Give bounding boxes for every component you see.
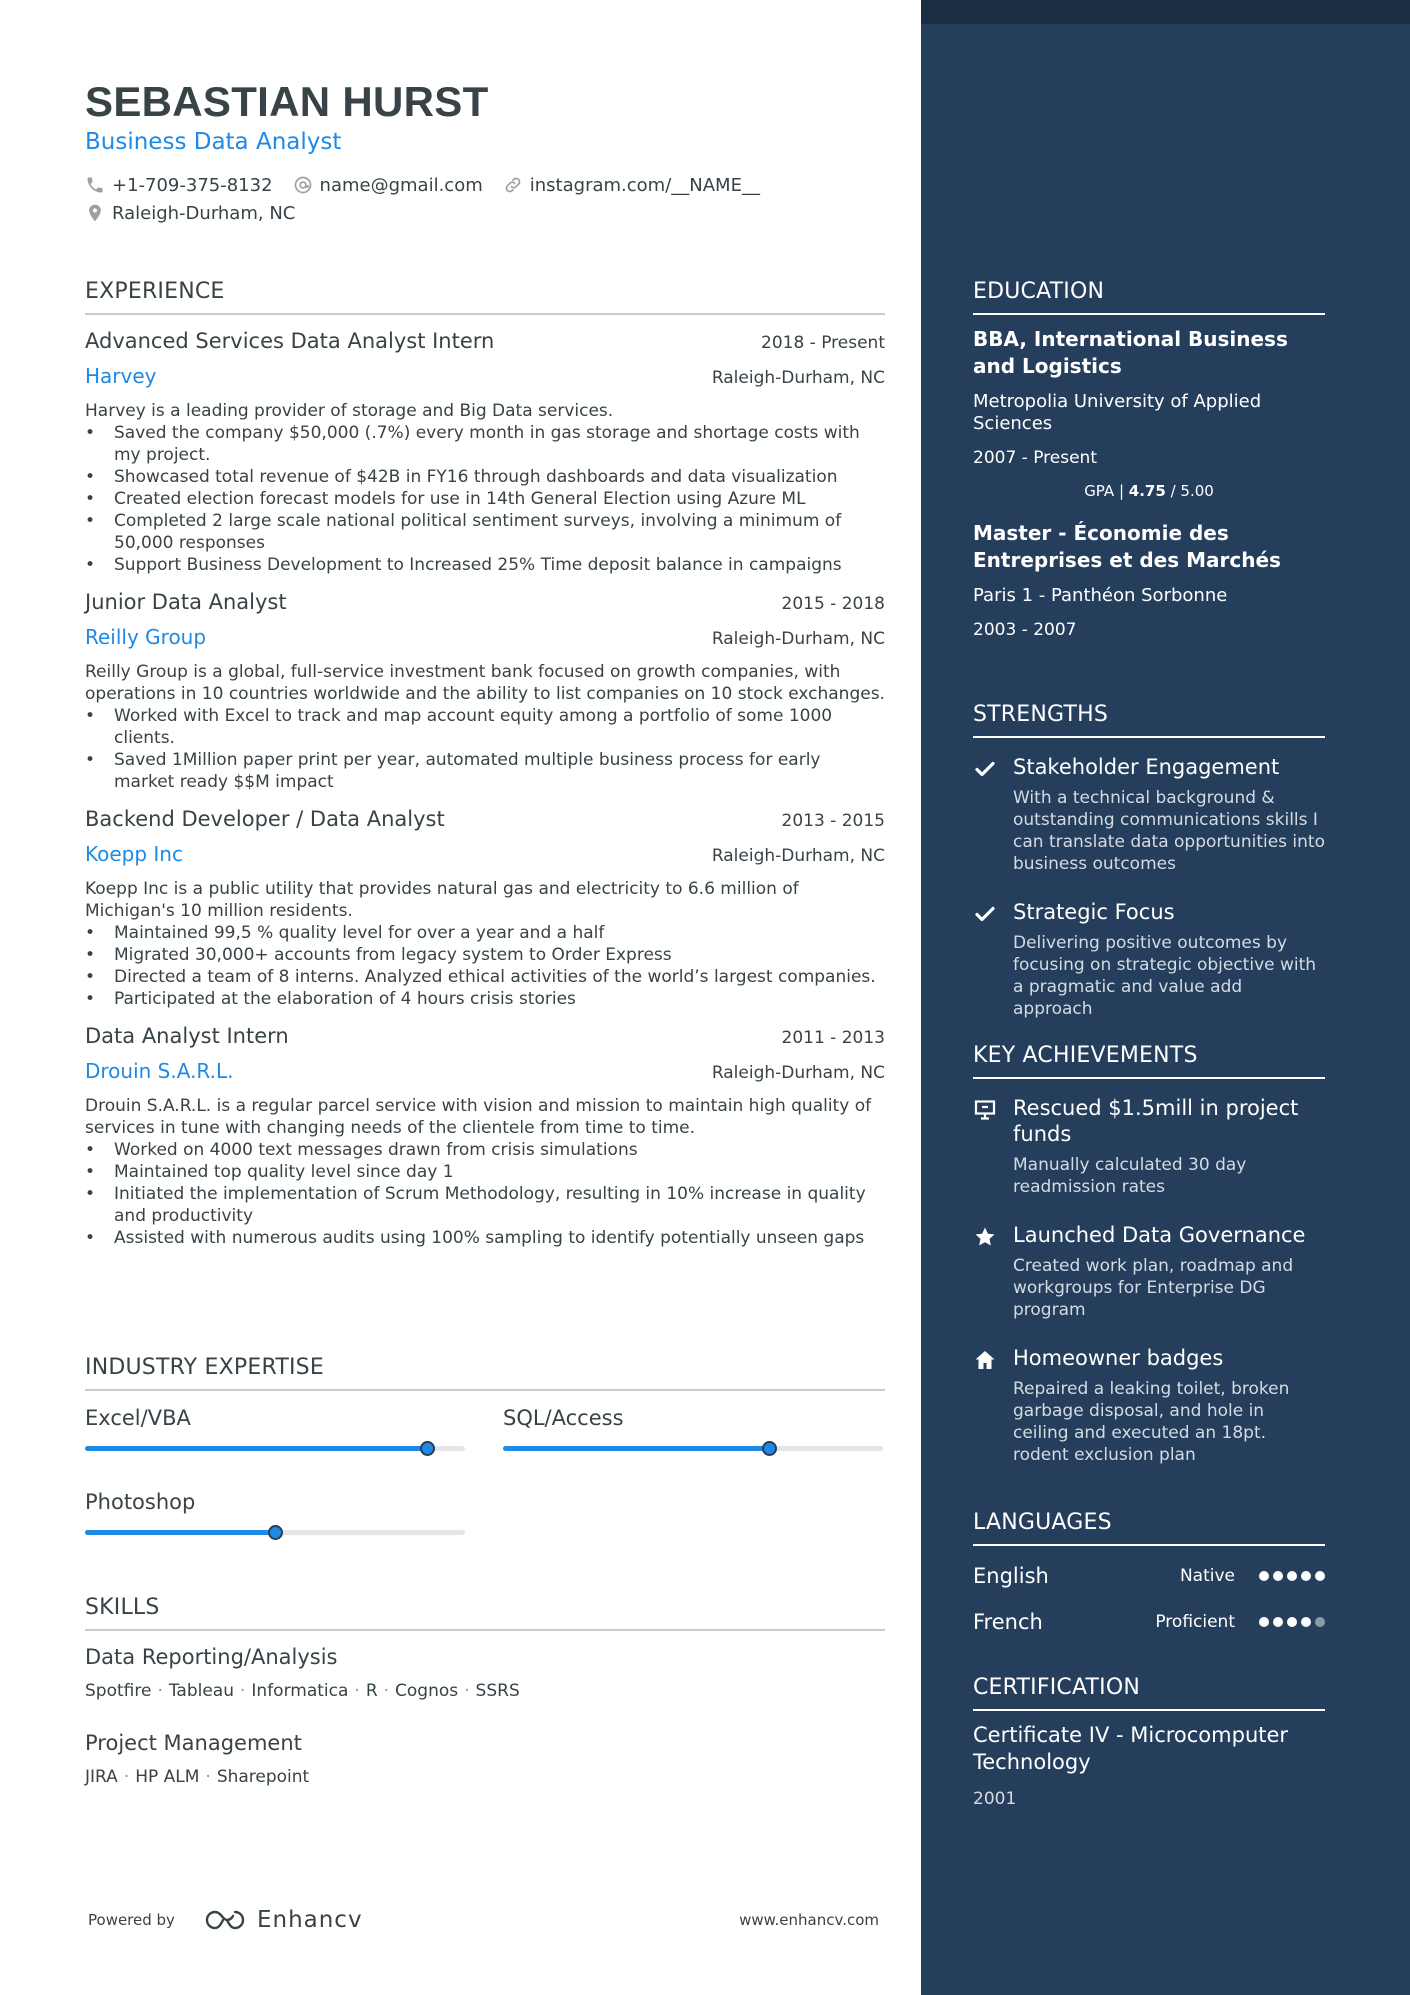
language-rating [1255, 1571, 1325, 1581]
experience-section [85, 279, 885, 1249]
rating-dot [1301, 1617, 1311, 1627]
skill-tag: JIRA [85, 1767, 118, 1787]
sidebar-top-bar [921, 0, 1410, 24]
certification-name: Certificate IV - Microcomputer Technology [973, 1723, 1289, 1774]
footer [85, 1902, 885, 1938]
contact-info [85, 172, 885, 228]
job-bullet: • Worked on 4000 text messages drawn from crisis simulations [85, 1139, 885, 1161]
education-section [973, 279, 1325, 640]
achievements-item [973, 1345, 1325, 1466]
job-title: Backend Developer / Data Analyst [85, 807, 445, 831]
expertise-knob [420, 1441, 435, 1456]
edu-date: 2007 - Present [973, 448, 1097, 468]
rating-dot [1315, 1571, 1325, 1581]
footer-site-link[interactable]: www.enhancv.com [739, 1911, 879, 1929]
education-title: EDUCATION [973, 279, 1325, 315]
job-description: Drouin S.A.R.L. is a regular parcel service with vision and mission to maintain high quality of services in tune with changing needs of the clientele from time to time. [85, 1096, 872, 1138]
link-icon [503, 175, 523, 195]
education-entry [973, 520, 1325, 640]
strengths-title: STRENGTHS [973, 702, 1325, 738]
edu-school: Metropolia University of Applied Sciences [973, 391, 1262, 434]
expertise-fill [85, 1530, 275, 1535]
skill-group-title: Data Reporting/Analysis [85, 1645, 338, 1669]
job-location: Raleigh-Durham, NC [711, 629, 885, 649]
expertise-item [85, 1406, 465, 1478]
check-icon [973, 754, 1013, 875]
skill-separator: · [354, 1681, 360, 1701]
job-company[interactable]: Harvey [85, 364, 157, 388]
job-subheader [85, 625, 885, 649]
expertise-label: Excel/VBA [85, 1406, 191, 1430]
language-name: French [973, 1610, 1043, 1634]
skill-separator: · [123, 1767, 130, 1787]
job-location: Raleigh-Durham, NC [711, 1063, 885, 1083]
job-entry [85, 329, 885, 576]
gpa-label: GPA [1084, 482, 1115, 500]
certification-title: CERTIFICATION [973, 1675, 1325, 1711]
link-text: instagram.com/__NAME__ [529, 174, 760, 196]
job-bullet: • Support Business Development to Increased 25% Time deposit balance in campaigns [85, 554, 885, 576]
skill-separator: · [383, 1681, 390, 1701]
expertise-track [85, 1446, 465, 1451]
strengths-item-title: Stakeholder Engagement [1013, 755, 1280, 779]
expertise-item [85, 1490, 465, 1562]
job-date: 2015 - 2018 [781, 594, 885, 614]
language-row [973, 1606, 1325, 1638]
expertise-knob [762, 1441, 777, 1456]
check-icon [973, 899, 1013, 1020]
edu-degree: BBA, International Business and Logistics [973, 327, 1288, 378]
certification-year: 2001 [973, 1789, 1017, 1809]
job-company[interactable]: Drouin S.A.R.L. [85, 1059, 234, 1083]
candidate-role: Business Data Analyst [85, 129, 342, 155]
rating-dot [1273, 1571, 1283, 1581]
phone-text: +1-709-375-8132 [112, 174, 273, 196]
job-company[interactable]: Reilly Group [85, 625, 207, 649]
education-entry [973, 326, 1325, 500]
industry-expertise-title: INDUSTRY EXPERTISE [85, 1355, 885, 1391]
job-bullet: • Worked with Excel to track and map account equity among a portfolio of some 1000 clients. [85, 705, 885, 749]
contact-link [503, 175, 760, 196]
skill-separator: · [157, 1681, 163, 1701]
expertise-item [503, 1406, 883, 1478]
job-bullet: • Saved 1Million paper print per year, automated multiple business process for early market ready $$M impact [85, 749, 885, 793]
star-icon [973, 1222, 1013, 1321]
achievements-item-body [1013, 1345, 1325, 1466]
skill-tag: Cognos [395, 1681, 459, 1701]
language-level: Native [1179, 1566, 1235, 1586]
skill-tag: HP ALM [135, 1767, 200, 1787]
job-bullet: • Participated at the elaboration of 4 hours crisis stories [85, 988, 885, 1010]
achievements-list [973, 1095, 1325, 1466]
presentation-icon [973, 1095, 1013, 1198]
job-list [85, 329, 885, 1249]
skill-tags [85, 1681, 885, 1701]
job-subheader [85, 364, 885, 388]
job-title: Advanced Services Data Analyst Intern [85, 329, 495, 353]
rating-dot [1273, 1617, 1283, 1627]
language-rating [1255, 1617, 1325, 1627]
job-bullets [85, 1139, 885, 1249]
job-description: Koepp Inc is a public utility that provides natural gas and electricity to 6.6 million of Michigan's 10 million residents. [85, 879, 799, 921]
achievements-item [973, 1095, 1325, 1198]
skill-separator: · [240, 1681, 246, 1701]
industry-expertise-section [85, 1355, 885, 1562]
job-description: Reilly Group is a global, full-service investment bank focused on growth companies, with operations in 10 countries worldwide and the ability to list companies on 10 stock exchanges. [85, 662, 885, 704]
job-date: 2013 - 2015 [781, 811, 885, 831]
job-header [85, 329, 885, 353]
skill-separator: · [205, 1767, 211, 1787]
edu-date: 2003 - 2007 [973, 620, 1077, 640]
brand-logo[interactable] [203, 1907, 363, 1933]
rating-dot [1301, 1571, 1311, 1581]
job-entry [85, 590, 885, 793]
language-level: Proficient [1155, 1612, 1235, 1632]
job-title: Junior Data Analyst [85, 590, 287, 614]
job-date: 2018 - Present [761, 333, 885, 353]
achievements-item [973, 1222, 1325, 1321]
skill-tag: Sharepoint [216, 1767, 310, 1787]
job-bullets [85, 705, 885, 793]
languages-list [973, 1560, 1325, 1638]
certification-section [973, 1675, 1325, 1809]
language-row [973, 1560, 1325, 1592]
job-bullet: • Migrated 30,000+ accounts from legacy system to Order Express [85, 944, 885, 966]
job-date: 2011 - 2013 [781, 1028, 885, 1048]
job-entry [85, 1024, 885, 1249]
job-entry [85, 807, 885, 1010]
strengths-item-title: Strategic Focus [1013, 900, 1175, 924]
strengths-item-desc: Delivering positive outcomes by focusing on strategic objective with a pragmatic and value add approach [1013, 933, 1317, 1019]
brand-name: Enhancv [256, 1907, 363, 1933]
strengths-item [973, 754, 1325, 875]
job-header [85, 590, 885, 614]
edu-gpa: GPA | 4.75 / 5.00 [1084, 482, 1214, 500]
skill-group [85, 1731, 885, 1787]
achievements-item-desc: Manually calculated 30 day readmission rates [1013, 1155, 1247, 1197]
home-icon [973, 1345, 1013, 1466]
achievements-title: KEY ACHIEVEMENTS [973, 1043, 1325, 1079]
job-bullet: • Saved the company $50,000 (.7%) every month in gas storage and shortage costs with my project. [85, 422, 885, 466]
expertise-track [85, 1530, 465, 1535]
achievements-item-title: Rescued $1.5mill in project funds [1013, 1096, 1299, 1146]
phone-icon [85, 175, 105, 195]
job-bullet: • Completed 2 large scale national political sentiment surveys, involving a minimum of 50,000 responses [85, 510, 885, 554]
location-pin-icon [85, 203, 105, 223]
rating-dot [1259, 1617, 1269, 1627]
language-name: English [973, 1564, 1049, 1588]
contact-location [85, 203, 295, 224]
achievements-item-body [1013, 1222, 1325, 1321]
skills-title: SKILLS [85, 1595, 885, 1631]
gpa-max: 5.00 [1180, 482, 1214, 500]
expertise-bars [85, 1394, 885, 1562]
job-company[interactable]: Koepp Inc [85, 842, 183, 866]
powered-by [85, 1907, 363, 1933]
achievements-section [973, 1043, 1325, 1466]
expertise-knob [268, 1525, 283, 1540]
skill-tag: R [365, 1681, 378, 1701]
strengths-list [973, 754, 1325, 1020]
languages-title: LANGUAGES [973, 1510, 1325, 1546]
languages-section [973, 1510, 1325, 1638]
rating-dot [1287, 1571, 1297, 1581]
job-bullets [85, 422, 885, 576]
skill-group-title: Project Management [85, 1731, 302, 1755]
job-bullet: • Maintained top quality level since day 1 [85, 1161, 885, 1183]
job-bullet: • Showcased total revenue of $42B in FY16 through dashboards and data visualization [85, 466, 885, 488]
job-title: Data Analyst Intern [85, 1024, 289, 1048]
enhancv-logo-icon [203, 1908, 249, 1932]
edu-school: Paris 1 - Panthéon Sorbonne [973, 585, 1228, 606]
job-bullet: • Created election forecast models for use in 14th General Election using Azure ML [85, 488, 885, 510]
strengths-item-desc: With a technical background & outstanding communications skills I can translate data opportunities into business outcomes [1013, 788, 1325, 874]
expertise-track [503, 1446, 883, 1451]
skill-group [85, 1645, 885, 1701]
job-header [85, 1024, 885, 1048]
rating-dot [1259, 1571, 1269, 1581]
expertise-fill [85, 1446, 427, 1451]
job-description: Harvey is a leading provider of storage and Big Data services. [85, 401, 614, 421]
job-bullet: • Directed a team of 8 interns. Analyzed ethical activities of the world’s largest companies. [85, 966, 885, 988]
strengths-item [973, 899, 1325, 1020]
expertise-fill [503, 1446, 769, 1451]
achievements-item-desc: Created work plan, roadmap and workgroups for Enterprise DG program [1013, 1256, 1294, 1320]
job-bullet: • Initiated the implementation of Scrum Methodology, resulting in 10% increase in quality and productivity [85, 1183, 885, 1227]
experience-title: EXPERIENCE [85, 279, 885, 315]
skill-groups [85, 1645, 885, 1787]
contact-phone [85, 175, 273, 196]
skill-tag: Spotfire [85, 1681, 152, 1701]
gpa-value: 4.75 [1128, 482, 1166, 500]
job-location: Raleigh-Durham, NC [711, 846, 885, 866]
at-icon [293, 175, 313, 195]
skill-tag: Tableau [168, 1681, 234, 1701]
skill-tag: Informatica [251, 1681, 349, 1701]
powered-by-label: Powered by [88, 1911, 175, 1929]
job-subheader [85, 1059, 885, 1083]
edu-degree: Master - Économie des Entreprises et des Marchés [973, 521, 1281, 572]
strengths-item-body [1013, 754, 1325, 875]
candidate-name: SEBASTIAN HURST [85, 78, 489, 125]
strengths-item-body [1013, 899, 1325, 1020]
email-text: name@gmail.com [319, 174, 483, 196]
job-bullet: • Maintained 99,5 % quality level for over a year and a half [85, 922, 885, 944]
achievements-item-desc: Repaired a leaking toilet, broken garbage disposal, and hole in ceiling and executed an 18pt. rodent exclusion plan [1013, 1379, 1290, 1465]
job-bullets [85, 922, 885, 1010]
job-bullet: • Assisted with numerous audits using 100% sampling to identify potentially unseen gaps [85, 1227, 885, 1249]
job-subheader [85, 842, 885, 866]
strengths-section [973, 702, 1325, 1020]
achievements-item-body [1013, 1095, 1325, 1198]
achievements-item-title: Launched Data Governance [1013, 1223, 1306, 1247]
rating-dot [1315, 1617, 1325, 1627]
skills-section [85, 1595, 885, 1787]
contact-email [293, 175, 483, 196]
job-location: Raleigh-Durham, NC [711, 368, 885, 388]
location-text: Raleigh-Durham, NC [112, 202, 296, 224]
achievements-item-title: Homeowner badges [1013, 1346, 1224, 1370]
skill-separator: · [464, 1681, 470, 1701]
expertise-label: Photoshop [85, 1490, 196, 1514]
skill-tags [85, 1767, 885, 1787]
sidebar [921, 0, 1410, 1995]
rating-dot [1287, 1617, 1297, 1627]
skill-tag: SSRS [475, 1681, 520, 1701]
expertise-label: SQL/Access [503, 1406, 624, 1430]
job-header [85, 807, 885, 831]
